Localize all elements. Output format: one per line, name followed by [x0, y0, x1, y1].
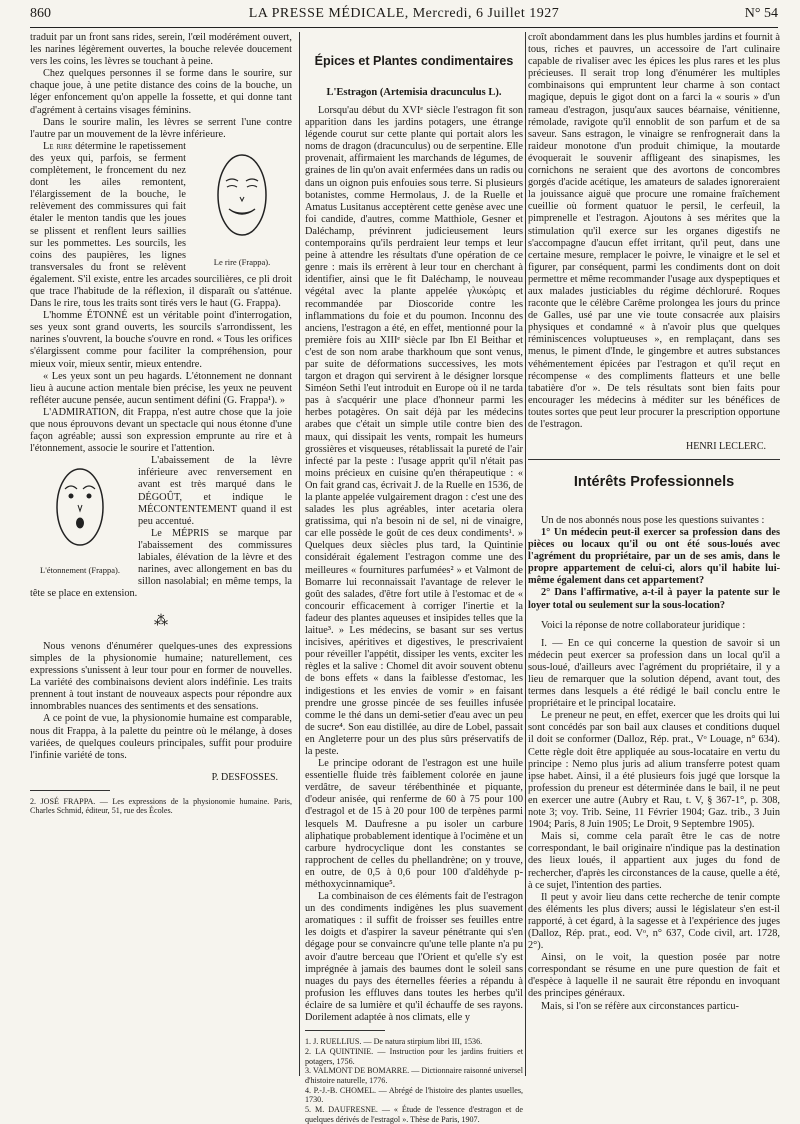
paragraph: L'ADMIRATION, dit Frappa, n'est autre chose que la joie que nous éprouvons devant un spectacle qui nous étonne d'une façon agréable; aussi son expression emprunte au rire et à l'étonnement, associe le sourire et l'attention.: [30, 406, 292, 455]
footnote: 3. VALMONT DE BOMARRE. — Dictionnaire raisonné universel d'histoire naturelle, 1776.: [305, 1066, 523, 1085]
journal-title: LA PRESSE MÉDICALE, Mercredi, 6 Juillet 1927: [248, 6, 560, 21]
figure-caption: L'étonnement (Frappa).: [40, 565, 120, 576]
paragraph: L'abaissement de la lèvre inférieure avec renversement en avant est très marqué dans le DÉGOÛT, et indique le MÉCONTENTEMENT quand il est peu accentué.: [138, 455, 292, 527]
paragraph: « Les yeux sont un peu hagards. L'étonnement ne donnant lieu à aucune action mentale bien précise, les yeux ne peuvent refléter aucune pensée, aucun sentiment défini (G. Frappa¹). »: [30, 370, 292, 406]
footnote-rule: [305, 1030, 385, 1031]
paragraph: La combinaison de ces éléments fait de l'estragon un des condiments indigènes les plus suavement aromatiques : il suffit de froisser ses feuilles entre les doigts et d'aspirer la saveur pénétrante qui s'en dégage pour se convaincre qu'une telle plante n'a pu avoir d'autre berceau que l'Orient et qu'elle s'y est imprégnée à jamais des baumes dont le soleil sans nuages du pays des éternelles féeries a répandu à profusion les effluves dans toutes les herbes qu'il éclaire de sa lumière et qu'il échauffe de ses rayons. Dorilement adaptée à nos climats, elle y: [305, 891, 523, 1024]
paragraph: A ce point de vue, la physionomie humaine est comparable, nous dit Frappa, à la palette du peintre où le mélange, à doses variées, de quelques couleurs principales, suffit pour produire l'infinie variété de tons.: [30, 713, 292, 761]
column-divider: [525, 32, 526, 1076]
paragraph: Le MÉPRIS se marque par l'abaissement des commissures labiales, élévation de la lèvre et des narines, avec allongement en bas du sillon nasolabial; en même temps, la tête se place en extension.: [30, 527, 292, 600]
question: 1° Un médecin peut-il exercer sa profession dans des pièces ou locaux qu'il ou ont été sous-loués avec l'agrément du propriétaire, par un de ses amis, dans le propre appartement de celui-ci, alors qu'il habite lui-même également dans cet appartement?: [528, 526, 780, 587]
footnote: 5. M. DAUFRESNE. — « Étude de l'essence d'estragon et de quelques dérivés de l'estragol ». Thèse de Paris, 1907.: [305, 1105, 523, 1124]
paragraph: Dans le sourire malin, les lèvres se serrent l'une contre l'autre par un mouvement de la lèvre inférieure.: [30, 116, 292, 140]
footnote-rule: [30, 790, 110, 791]
paragraph: Lorsqu'au début du XVIᵉ siècle l'estragon fit son apparition dans les jardins potagers, une étrange légende courut sur cette plante qui portait alors les noms de dragon (dracunculus) ou de serpentine. Elle provenait, affirmaient les marchands de légumes, de graines de lin qu'on avait enfermées dans un radis ou dans un oignon puis enfouies sous terre. Si plusieurs botanistes, comme Hermolaus, J. de la Ruelle et Amatus Lusitanus acceptèrent cette genèse avec une foi candide, d'autres, comme Matthiole, Gesner et Daléchamp, prévinrent judicieusement leurs contemporains qu'ils perdraient leur temps et leur peine à attendre les résultats d'une opération de ce genre : mais ils errèrent à leur tour en cherchant à identifier, ainsi que le fit Daléchamp, le nouveau végétal avec la plante appelée γλυκώρις et recommandée par Dioscoride contre les inflammations du foie et du poumon. Inconnu des anciens, l'estragon a été, en effet, mentionné pour la première fois au XIIIᵉ siècle par Ibn El Beithar et c'est de son nom arabe tharkhoum que sont venus, par suite de déformations successives, les mots targon et dragon qui servirent à le désigner lorsque Siméon Sethi l'eut introduit en Europe où il ne tarda pas à s'acquérir une place d'honneur parmi les herbes potagères. On sait déjà par les médecins arabes que c'était un simple utile contre bien des maux, qui dissipait les vents, rompait les humeurs grossières et visqueuses, rétablissait la pureté de l'air infecté par la peste : l'usage apprit qu'il n'était pas moins précieux en cuisine qu'en thérapeutique : « On fait grand cas, écrivait J. de la Ruelle en 1536, de la plante appelée vulgairement dragon : c'est une des salades les plus agréables, inter acetaria olera gratissima, qui n'a besoin ni de sel, ni de vinaigre, car elle possède le goût de ces deux condiments¹. » Quelques deux siècles plus tard, la Quintinie considérait également l'estragon comme une des meilleures « fournitures parfumées² » et Valmont de Bomarre lui reconnaissait l'avantage de relever le goût des salades, d'être fort utile à l'estomac et de « concourir efficacement à corriger l'inertie et la fadeur des plantes aqueuses et insipides telles que la laitue³. » Les médecins, se basant sur ses vertus incisives, apéritives et digestives, le prescrivaient pour réveiller l'appétit, dissiper les vents, exciter les règles et la salive : Chomel dit avoir souvent obtenu de bons effets « dans la faiblesse d'estomac, les indigestions et les envies de vomir » en faisant prendre une grosse pincée de ses feuilles infusée comme le thé dans un demi-setier d'eau avec un peu de sucre⁴. Son eau distillée, au dire de Lobel, passait en Angleterre pour un des plus sûrs préservatifs de la peste.: [305, 105, 523, 757]
paragraph: Le preneur ne peut, en effet, exercer que les droits qui lui sont concédés par son bail aux clauses et conditions duquel il doit se conformer (Dalloz, Rép. prat., Vᵒ Louage, n° 634). Cette règle doit être appliquée au sous-locataire en vertu du principe : Nemo plus juris ad alium transferre potest quam ipse habet. Ainsi, il a été plusieurs fois jugé que lorsque la profession du preneur est déterminée dans le bail, il ne peut en exercer une autre (Aubry et Rau, t. V, § 367-1°, p. 308, note 3; voy. Trib. Seine, 11 Février 1904; Gaz. trib., 3 Juin 1904; Paris, 8 Juin 1905; Le Droit, 9 Septembre 1905).: [528, 710, 780, 831]
author-signature: HENRI LECLERC.: [686, 441, 766, 453]
footnote: 4. P.-J.-B. CHOMEL. — Abrégé de l'histoire des plantes usuelles, 1730.: [305, 1085, 523, 1105]
footnote: 1. J. RUELLIUS. — De natura stirpium libri III, 1536.: [305, 1037, 483, 1047]
surprised-face-drawing: [52, 459, 108, 563]
paragraph: L'homme ÉTONNÉ est un véritable point d'interrogation, ses yeux sont grand ouverts, les sourcils s'arrondissent, les narines s'ouvrent, la bouche s'ouvre en rond. « Tous les orifices s'élargissent comme pour faciliter la compréhension, pour mieux voir, mieux sentir, mieux entendre.: [30, 310, 292, 370]
figure-etonnement: [30, 459, 130, 575]
paragraph: Un de nos abonnés nous pose les questions suivantes :: [541, 514, 765, 526]
paragraph: croît abondamment dans les plus humbles jardins et fournit à tous, riches et pauvres, un accessoire de l'art culinaire capable de rivaliser avec les épices les plus rares et les plus précieuses. Il serait trop long d'énumérer les multiples combinaisons qui empruntent leur charme à son contact magique, depuis le gigot dont on a farci la « souris » d'un rameau d'estragon, jusqu'aux sauces béarnaise, vénitienne, rémolade, ravigote qu'il ennoblit de son parfum et de sa saveur. Sans estragon, le vinaigre se renfrognerait dans la raideur monotone d'un produit chimique, la moutarde évoquerait le souvenir affligeant des sinapismes, les cornichons ne seraient que des avortons de concombres gorgés d'acide acétique, les amateurs de salades ignoreraient la jouissance aiguë que procure une romaine fraîchement cueillie où forment quatuor le persil, le cerfeuil, la pimprenelle et l'estragon. Ajoutons à ses mérites que la stimulation qu'il exerce sur les organes digestifs ne s'accompagne d'aucun effet irritant, qu'il peut, dans une certaine mesure, remplacer le poivre, le vinaigre et le sel et figurer, par conséquent, parmi les condiments dont on doit permettre et même recommander l'usage aux dyspeptiques et aux malades justiciables du régime déchloruré. Roques raconte que le célèbre Carême prolongea les jours du prince de Galles, usé par une vie toute consacrée aux plaisirs physiques et condamné « à n'avoir plus que quelques réminiscences voluptueuses », en remplaçant, dans ses menus, le piment d'Inde, le gingembre et autres substances véhémentement épicées par l'estragon et qu'il reçut en récompense « des compliments flatteurs et une belle tabatière d'or ». De tels résultats sont bien faits pour encourager les médecins à méditer sur les bénéfices de toutes sortes que peut leur procurer la prescription opportune de l'estragon.: [528, 32, 780, 430]
paragraph: Voici la réponse de notre collaborateur juridique :: [541, 619, 746, 631]
section-lead: Le rire: [43, 140, 73, 152]
issue-number: N° 54: [744, 6, 778, 21]
running-header: [30, 6, 778, 28]
section-title: Épices et Plantes condimentaires: [314, 54, 514, 68]
footnote: 2. JOSÉ FRAPPA. — Les expressions de la physionomie humaine. Paris, Charles Schmid, éditeur, 51, rue des Écoles.: [30, 796, 292, 816]
figure-caption: Le rire (Frappa).: [213, 256, 271, 267]
section-rule: [528, 459, 780, 460]
laughing-face-drawing: [212, 145, 272, 255]
paragraph: Mais si, comme cela paraît être le cas de notre correspondant, le bail originaire n'indique pas la destination des lieux loués, il appartient aux juges du fond de rechercher, d'après les circonstances de la cause, quelle a été, à ce sujet, l'intention des parties.: [528, 831, 780, 891]
paragraph: traduit par un front sans rides, serein, l'œil modérément ouvert, les narines légèrement ouvertes, la bouche relevée doucement vers les coins, les lèvres se touchant à peine.: [30, 32, 292, 68]
author-signature: P. DESFOSSES.: [211, 771, 278, 783]
separator-stars: ⁂: [154, 614, 168, 630]
column-left: [30, 32, 292, 1082]
paragraph: I. — En ce qui concerne la question de savoir si un médecin peut exercer sa profession dans un local qu'il a sous-loué, d'ailleurs avec l'agrément du propriétaire, il y a lieu de remarquer que la solution dépend, avant tout, des termes dans lesquels a été rédigé le bail conclu entre le propriétaire et le principal locataire.: [528, 637, 780, 710]
column-right: [528, 32, 780, 1082]
paragraph: Le principe odorant de l'estragon est une huile essentielle fluide très faiblement colorée en jaune verdâtre, de saveur térébenthinée et piquante, d'odeur anisée, qui renferme de 60 à 75 pour 100 d'estragol et de 15 à 20 pour 100 de terpènes parmi lesquels M. Daufresne a pu isoler un carbure aliphatique probablement identique à l'ocimène et un carbure hydrocyclique dont les constantes se rapprochent de celles du phellandrène; on y trouve, en outre, de 0,5 à 0,6 pour 100 d'aldéhyde p-méthoxycinnamique⁵.: [305, 758, 524, 891]
article-subtitle: L'Estragon (Artemisia dracunculus L).: [326, 86, 502, 98]
footnote: 2. LA QUINTINIE. — Instruction pour les jardins fruitiers et potagers, 1756.: [305, 1046, 523, 1066]
column-divider: [299, 32, 300, 1076]
paragraph: Chez quelques personnes il se forme dans le sourire, sur chaque joue, à une petite distance des coins de la bouche, un léger enfoncement qu'on appelle la fossette, et qui donne tant d'agrément à certains visages féminins.: [30, 68, 292, 116]
paragraph: Mais, si l'on se réfère aux circonstances particu-: [541, 1000, 739, 1012]
page-number: 860: [30, 6, 51, 21]
figure-le-rire: [192, 145, 292, 267]
section-title: Intérêts Professionnels: [573, 473, 735, 490]
paragraph: Ainsi, on le voit, la question posée par notre correspondant se résume en une pure question de fait et d'espèce à laquelle il ne saurait être répondu en invoquant des principes généraux.: [528, 952, 780, 1000]
paragraph: détermine le rapetissement des yeux qui, parfois, se ferment complètement, le froncement du nez dont les ailes remontent, l'élargissement de la bouche, le relèvement des commissures qui fait étaler le menton tandis que les joues se plissent et renflent leurs saillies sur les pommettes. Les sourcils, les coins des paupières, les lignes transversales du front se relèvent également. S'il existe, entre les arcades sourcilières, ce pli droit que trace l'habitude de la réflexion, il disparaît ou s'atténue. Dans le rire, tous les traits sont tirés vers le haut (G. Frappa).: [30, 140, 292, 310]
paragraph: Nous venons d'énumérer quelques-unes des expressions simples de la physionomie humaine; naturellement, ces expressions s'unissent à leur tour pour en former de nouvelles. La variété des combinaisons devient alors indéfinie. Les traits prennent à tout instant de nouveaux aspects pour répondre aux innombrables nuances des sentiments et des sensations.: [30, 640, 292, 713]
paragraph: Il peut y avoir lieu dans cette recherche de tenir compte des éléments les plus divers; aussi le législateur s'en est-il rapporté, à cet égard, à la sagesse et à l'expérience des juges (Dalloz, Rép. prat., eod. Vᵒ, n° 637, Code civil, art. 1728, 2°).: [528, 891, 780, 952]
question: 2° Dans l'affirmative, a-t-il à payer la patente sur le loyer total ou seulement sur la sous-location?: [528, 587, 780, 611]
column-middle: [305, 32, 524, 1124]
header-rule: [30, 27, 778, 28]
